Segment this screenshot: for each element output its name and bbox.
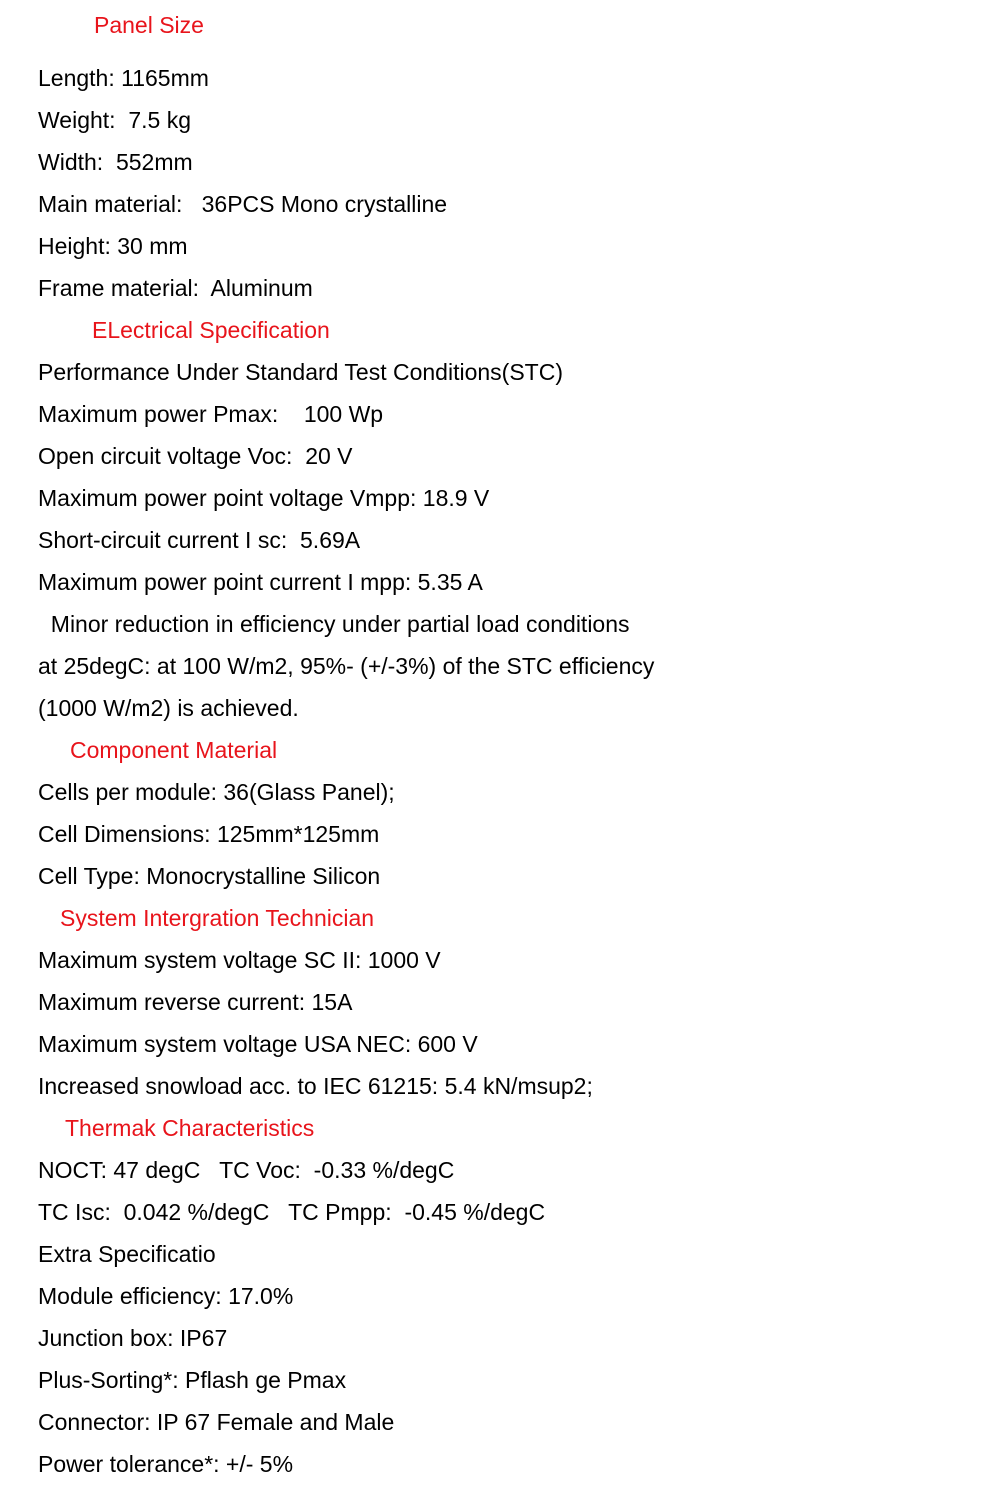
plus-sorting-line: Plus-Sorting*: Pflash ge Pmax bbox=[38, 1367, 347, 1393]
tc-line: TC Isc: 0.042 %/degC TC Pmpp: -0.45 %/degC bbox=[38, 1199, 546, 1225]
isc-line: Short-circuit current I sc: 5.69A bbox=[38, 527, 361, 553]
partial-load-line-1: Minor reduction in efficiency under partial load conditions bbox=[38, 611, 630, 637]
cell-type-line: Cell Type: Monocrystalline Silicon bbox=[38, 863, 381, 889]
main-material-line: Main material: 36PCS Mono crystalline bbox=[38, 191, 448, 217]
electrical-heading: ELectrical Specification bbox=[92, 317, 330, 343]
pmax-line: Maximum power Pmax: 100 Wp bbox=[38, 401, 384, 427]
extra-heading: Extra Specificatio bbox=[38, 1241, 216, 1267]
panel-size-heading: Panel Size bbox=[94, 12, 204, 38]
weight-line: Weight: 7.5 kg bbox=[38, 107, 191, 133]
stc-line: Performance Under Standard Test Conditions(STC) bbox=[38, 359, 563, 385]
system-heading: System Intergration Technician bbox=[60, 905, 375, 931]
component-heading: Component Material bbox=[70, 737, 278, 763]
junction-box-line: Junction box: IP67 bbox=[38, 1325, 228, 1351]
thermal-heading: Thermak Characteristics bbox=[65, 1115, 315, 1141]
partial-load-line-2: at 25degC: at 100 W/m2, 95%- (+/-3%) of the STC efficiency bbox=[38, 653, 655, 679]
noct-line: NOCT: 47 degC TC Voc: -0.33 %/degC bbox=[38, 1157, 455, 1183]
efficiency-line: Module efficiency: 17.0% bbox=[38, 1283, 294, 1309]
sc2-voltage-line: Maximum system voltage SC II: 1000 V bbox=[38, 947, 441, 973]
cell-dimensions-line: Cell Dimensions: 125mm*125mm bbox=[38, 821, 380, 847]
impp-line: Maximum power point current I mpp: 5.35 A bbox=[38, 569, 483, 595]
connector-line: Connector: IP 67 Female and Male bbox=[38, 1409, 395, 1435]
length-line: Length: 1165mm bbox=[38, 65, 209, 91]
frame-material-line: Frame material: Aluminum bbox=[38, 275, 313, 301]
partial-load-line-3: (1000 W/m2) is achieved. bbox=[38, 695, 299, 721]
height-line: Height: 30 mm bbox=[38, 233, 188, 259]
nec-voltage-line: Maximum system voltage USA NEC: 600 V bbox=[38, 1031, 478, 1057]
width-line: Width: 552mm bbox=[38, 149, 193, 175]
cells-line: Cells per module: 36(Glass Panel); bbox=[38, 779, 395, 805]
snowload-line: Increased snowload acc. to IEC 61215: 5.4 kN/msup2; bbox=[38, 1073, 593, 1099]
vmpp-line: Maximum power point voltage Vmpp: 18.9 V bbox=[38, 485, 490, 511]
reverse-current-line: Maximum reverse current: 15A bbox=[38, 989, 353, 1015]
power-tolerance-line: Power tolerance*: +/- 5% bbox=[38, 1451, 294, 1477]
voc-line: Open circuit voltage Voc: 20 V bbox=[38, 443, 353, 469]
